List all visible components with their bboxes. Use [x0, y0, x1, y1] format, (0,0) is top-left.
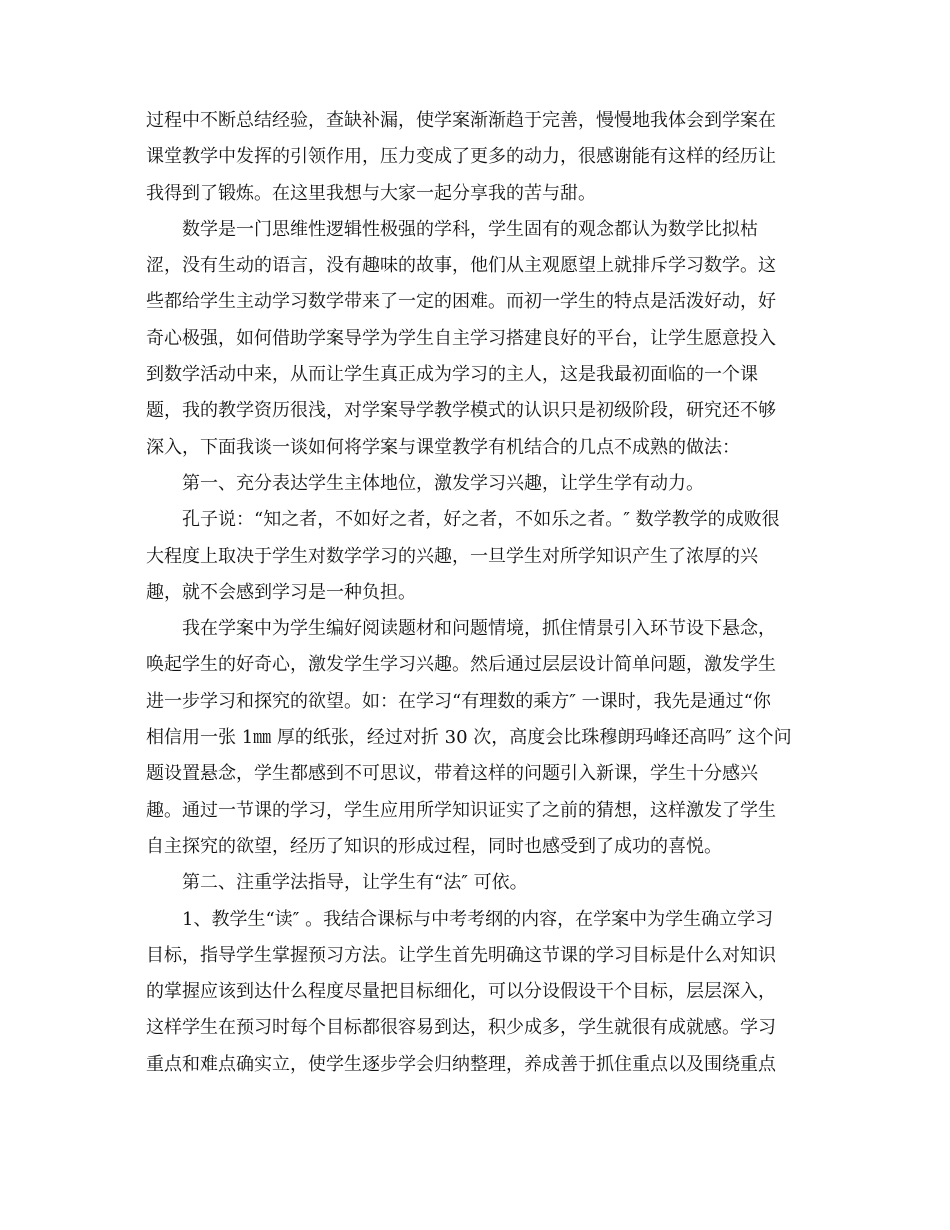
text-line: 题，我的教学资历很浅，对学案导学教学模式的认识只是初级阶段，研究还不够 [146, 400, 776, 422]
text-line: 重点和难点确实立，使学生逐步学会归纳整理，养成善于抓住重点以及围绕重点 [146, 1053, 776, 1075]
text-line: 奇心极强，如何借助学案导学为学生自主学习搭建良好的平台，让学生愿意投入 [146, 327, 776, 349]
text-line: 趣，就不会感到学习是一种负担。 [146, 581, 416, 603]
text-line: 的掌握应该到达什么程度尽量把目标细化，可以分设假设干个目标，层层深入， [146, 981, 776, 1003]
text-line: 第一、充分表达学生主体地位，激发学习兴趣，让学生学有动力。 [182, 472, 704, 494]
text-line: 到数学活动中来，从而让学生真正成为学习的主人，这是我最初面临的一个课 [146, 364, 758, 386]
text-line: 涩，没有生动的语言，没有趣味的故事，他们从主观愿望上就排斥学习数学。这 [146, 255, 776, 277]
text-line: 这样学生在预习时每个目标都很容易到达，积少成多，学生就很有成就感。学习 [146, 1017, 776, 1039]
text-line: 些都给学生主动学习数学带来了一定的困难。而初一学生的特点是活泼好动，好 [146, 291, 776, 313]
text-line: 进一步学习和探究的欲望。如：在学习“有理数的乘方″ 一课时，我先是通过“你 [146, 690, 771, 712]
body-text [146, 103, 810, 1083]
text-line: 题设置悬念，学生都感到不可思议，带着这样的问题引入新课，学生十分感兴 [146, 763, 758, 785]
text-line: 我得到了锻炼。在这里我想与大家一起分享我的苦与甜。 [146, 182, 596, 204]
text-line: 相信用一张 1㎜ 厚的纸张，经过对折 30 次，高度会比珠穆朗玛峰还高吗″ 这个问 [146, 727, 792, 749]
text-line: 1、教学生“读″ 。我结合课标与中考考纲的内容，在学案中为学生确立学习 [182, 908, 774, 930]
text-line: 课堂教学中发挥的引领作用，压力变成了更多的动力，很感谢能有这样的经历让 [146, 146, 776, 168]
text-line: 大程度上取决于学生对数学学习的兴趣，一旦学生对所学知识产生了浓厚的兴 [146, 545, 758, 567]
text-line: 过程中不断总结经验，查缺补漏，使学案渐渐趋于完善，慢慢地我体会到学案在 [146, 110, 776, 131]
text-line: 目标，指导学生掌握预习方法。让学生首先明确这节课的学习目标是什么对知识 [146, 944, 776, 966]
text-line: 趣。通过一节课的学习，学生应用所学知识证实了之前的猜想，这样激发了学生 [146, 799, 776, 821]
text-line: 自主探究的欲望，经历了知识的形成过程，同时也感受到了成功的喜悦。 [146, 835, 722, 857]
text-line: 第二、注重学法指导，让学生有“法″ 可依。 [182, 872, 528, 894]
text-line: 数学是一门思维性逻辑性极强的学科，学生固有的观念都认为数学比拟枯 [182, 218, 758, 240]
text-line: 孔子说：“知之者，不如好之者，好之者，不如乐之者。″ 数学教学的成败很 [182, 509, 780, 531]
text-line: 唤起学生的好奇心，激发学生学习兴趣。然后通过层层设计简单问题，激发学生 [146, 654, 776, 676]
text-line: 我在学案中为学生编好阅读题材和问题情境，抓住情景引入环节设下悬念， [182, 618, 776, 640]
text-line: 深入，下面我谈一谈如何将学案与课堂教学有机结合的几点不成熟的做法： [146, 436, 740, 458]
